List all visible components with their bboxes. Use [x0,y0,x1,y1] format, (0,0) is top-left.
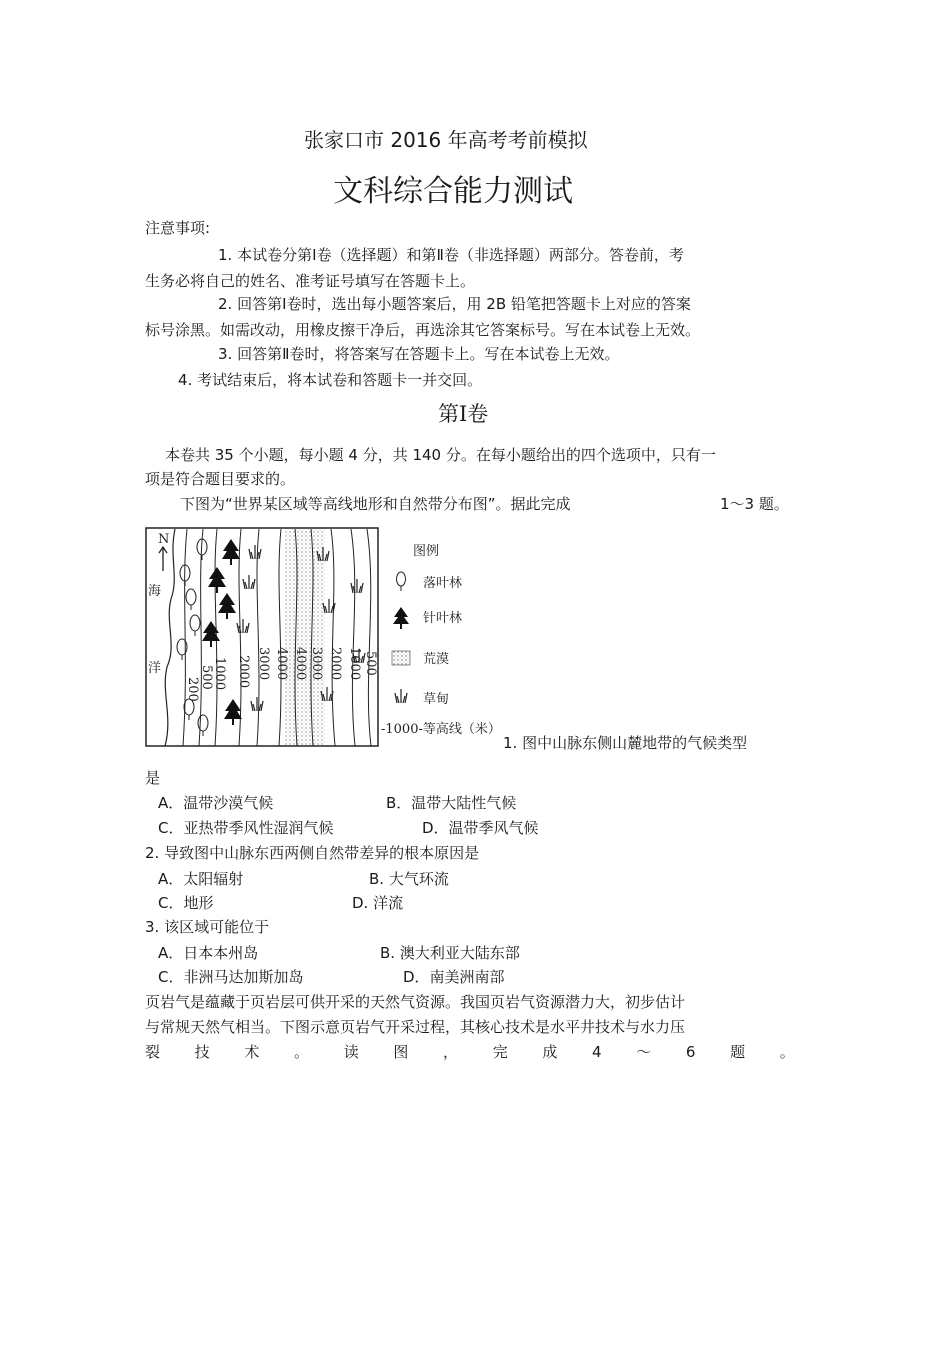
question-3-option-a: A．日本本州岛 [158,944,259,962]
passage-char: 题 [730,1043,746,1061]
contour-label: 1000 [212,657,227,691]
sea-label: 洋 [148,661,162,676]
legend-title: 图例 [413,544,440,559]
passage-char: 成 [542,1043,558,1061]
section-intro-line-2: 项是符合题目要求的。 [145,470,296,488]
section-intro-line-1: 本卷共 35 个小题，每小题 4 分，共 140 分。在每小题给出的四个选项中，只有一 [165,446,716,464]
contour-label: 3000 [309,647,324,681]
notes-heading: 注意事项: [145,219,211,237]
exam-title: 张家口市 2016 年高考考前模拟 [304,128,588,152]
passage-char: ， [443,1043,459,1061]
map-lead-text: 下图为“世界某区域等高线地形和自然带分布图”。据此完成 [180,495,571,513]
question-3-option-d: D．南美洲南部 [403,968,505,986]
passage-char: 术 [244,1043,260,1061]
question-2-option-b: B. 大气环流 [369,870,449,888]
legend-label: 针叶林 [423,611,463,626]
passage-line-3 [145,1042,795,1062]
passage-char: ～ [636,1043,652,1061]
section-title: 第Ⅰ卷 [438,402,489,426]
legend-contour-label: -1000-等高线（米） [381,722,501,737]
legend-label: 草甸 [423,692,450,707]
question-1-option-d: D．温带季风气候 [422,819,539,837]
question-1-option-a: A．温带沙漠气候 [158,794,274,812]
contour-label: 500 [363,651,378,676]
legend-deciduous-icon [397,572,406,591]
map-lead-range: 1～3 题。 [720,495,789,513]
contour-label: 2000 [328,647,343,681]
desert-area [285,529,325,745]
contour-label: 4000 [293,647,308,681]
note-1-line-1: 1. 本试卷分第Ⅰ卷（选择题）和第Ⅱ卷（非选择题）两部分。答卷前，考 [218,246,684,264]
contour-label: 4000 [274,647,289,681]
passage-char: 读 [343,1043,359,1061]
question-3: 3. 该区域可能位于 [145,918,270,936]
question-1-option-c: C．亚热带季风性湿润气候 [158,819,334,837]
passage-line-1: 页岩气是蕴藏于页岩层可供开采的天然气资源。我国页岩气资源潜力大，初步估计 [145,993,686,1011]
contour-label: 3000 [256,647,271,681]
question-2-option-a: A．太阳辐射 [158,870,244,888]
legend-label: 荒漠 [423,652,450,667]
note-2-line-1: 2. 回答第Ⅰ卷时，选出每小题答案后，用 2B 铅笔把答题卡上对应的答案 [218,295,691,313]
note-4: 4. 考试结束后，将本试卷和答题卡一并交回。 [178,371,483,389]
question-1-option-b: B．温带大陆性气候 [386,794,517,812]
passage-char: 裂 [145,1043,161,1061]
contour-label: 2000 [236,655,251,689]
contour-vegetation-map [145,527,503,749]
question-2: 2. 导致图中山脉东西两侧自然带差异的根本原因是 [145,844,480,862]
question-3-option-c: C．非洲马达加斯加岛 [158,968,304,986]
contour-label: 1000 [347,647,362,681]
sea-label: 海 [148,584,162,599]
question-2-option-c: C．地形 [158,894,214,912]
contour-label: 500 [199,665,214,690]
note-3: 3. 回答第Ⅱ卷时，将答案写在答题卡上。写在本试卷上无效。 [218,345,620,363]
note-2-line-2: 标号涂黑。如需改动，用橡皮擦干净后，再选涂其它答案标号。写在本试卷上无效。 [145,321,701,339]
legend-desert-icon [392,651,410,665]
question-1-line-2: 是 [145,769,161,787]
passage-char: 技 [194,1043,210,1061]
exam-subtitle: 文科综合能力测试 [333,174,573,209]
passage-char: 。 [294,1043,310,1061]
question-2-option-d: D. 洋流 [352,894,404,912]
question-3-option-b: B. 澳大利亚大陆东部 [380,944,520,962]
north-label: N [158,532,170,547]
legend-conifer-icon [393,607,409,629]
map-frame [146,528,378,746]
passage-line-2: 与常规天然气相当。下图示意页岩气开采过程，其核心技术是水平井技术与水力压 [145,1018,686,1036]
question-1-line-1: 1. 图中山脉东侧山麓地带的气候类型 [503,734,748,752]
passage-char: 6 [685,1043,696,1061]
legend-meadow-icon [395,689,407,703]
legend-label: 落叶林 [423,576,463,591]
passage-char: 图 [393,1043,409,1061]
contour-label: 200 [185,677,200,702]
passage-char: 完 [492,1043,508,1061]
passage-char: 。 [779,1043,795,1061]
passage-char: 4 [592,1043,602,1061]
note-1-line-2: 生务必将自己的姓名、准考证号填写在答题卡上。 [145,272,476,290]
